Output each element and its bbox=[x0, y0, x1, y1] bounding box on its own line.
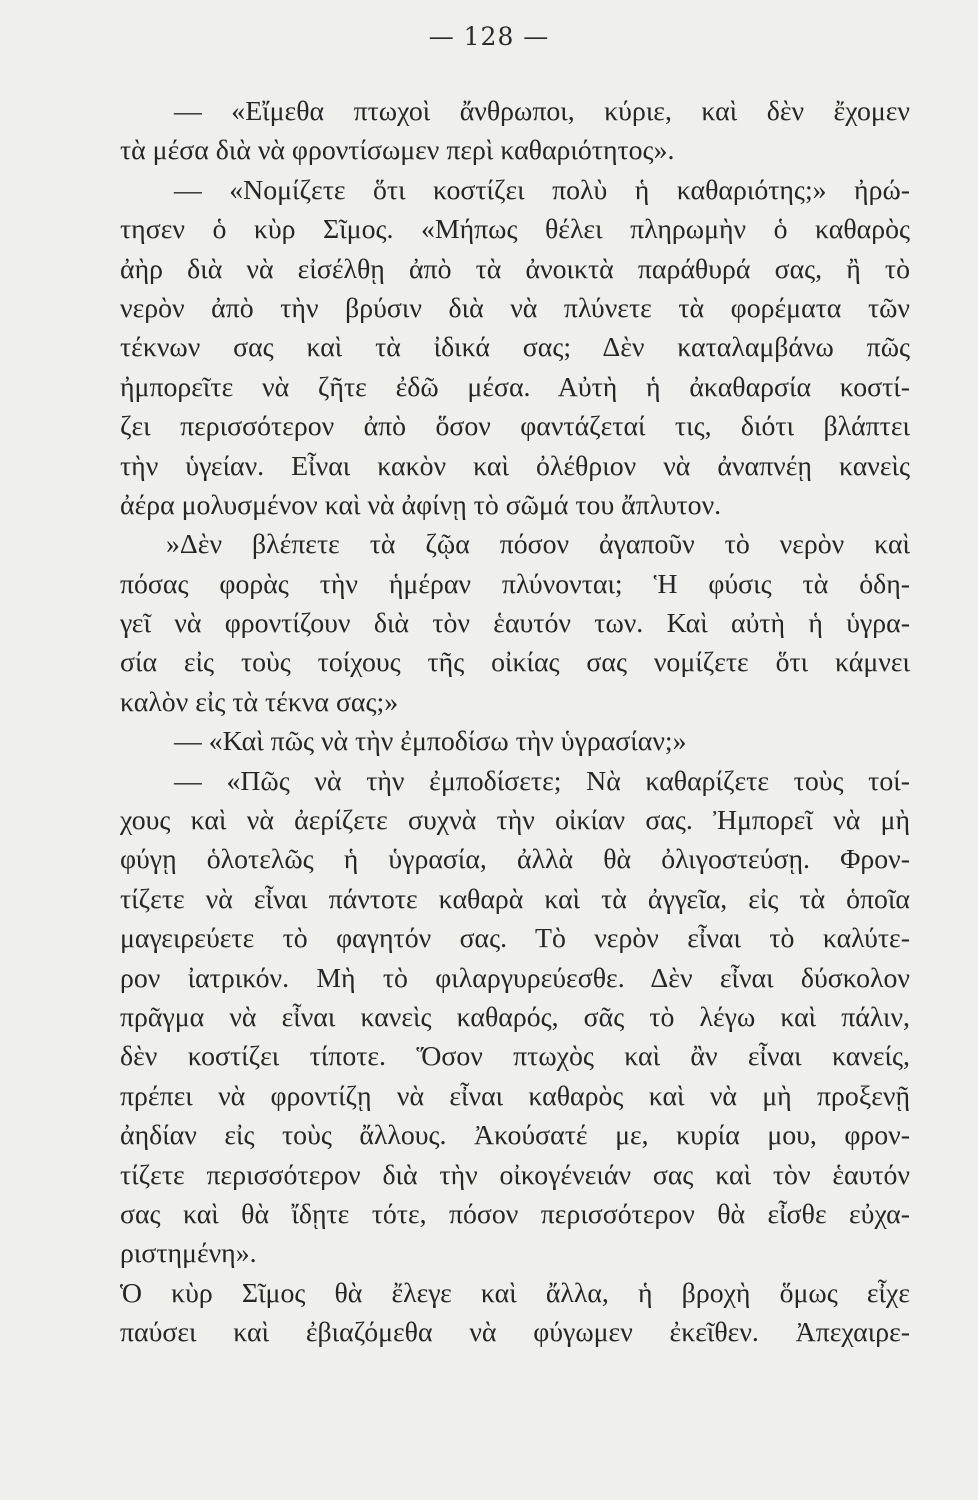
text-line: τησεν ὁ κὺρ Σῖμος. «Μήπως θέλει πληρωμὴν ὁ καθαρὸς bbox=[120, 214, 910, 246]
text-line: παύσει καὶ ἐβιαζόμεθα νὰ φύγωμεν ἐκεῖθεν. Ἀπεχαιρε- bbox=[120, 1317, 910, 1349]
text-line: ρον ἰατρικόν. Μὴ τὸ φιλαργυρεύεσθε. Δὲν εἶναι δύσκολον bbox=[120, 962, 910, 994]
text-line: ριστημένη». bbox=[120, 1238, 257, 1270]
text-line: — «Καὶ πῶς νὰ τὴν ἐμποδίσω τὴν ὑγρασίαν;» bbox=[174, 726, 687, 758]
text-line: ζει περισσότερον ἀπὸ ὅσον φαντάζεταί τις, διότι βλάπτει bbox=[120, 411, 910, 443]
text-line: σας καὶ θὰ ἴδῃτε τότε, πόσον περισσότερον θὰ εἶσθε εὐχα- bbox=[120, 1198, 910, 1230]
text-line: πρέπει νὰ φροντίζῃ νὰ εἶναι καθαρὸς καὶ νὰ μὴ προξενῇ bbox=[120, 1080, 910, 1112]
text-line: τίζετε περισσότερον διὰ τὴν οἰκογένειάν σας καὶ τὸν ἑαυτόν bbox=[120, 1159, 910, 1191]
text-line: — «Νομίζετε ὅτι κοστίζει πολὺ ἡ καθαριότης;» ἠρώ- bbox=[174, 174, 910, 206]
text-line: σία εἰς τοὺς τοίχους τῆς οἰκίας σας νομίζετε ὅτι κάμνει bbox=[120, 647, 910, 679]
text-line: δὲν κοστίζει τίποτε. Ὅσον πτωχὸς καὶ ἂν εἶναι κανείς, bbox=[120, 1041, 910, 1073]
text-line: ἀέρα μολυσμένον καὶ νὰ ἀφίνῃ τὸ σῶμά του ἄπλυτον. bbox=[120, 489, 722, 521]
text-line: τὴν ὑγείαν. Εἶναι κακὸν καὶ ὀλέθριον νὰ ἀναπνέῃ κανεὶς bbox=[120, 450, 910, 482]
text-line: τέκνων σας καὶ τὰ ἰδικά σας; Δὲν καταλαμβάνω πῶς bbox=[120, 332, 910, 364]
text-line: — «Πῶς νὰ τὴν ἐμποδίσετε; Νὰ καθαρίζετε τοὺς τοί- bbox=[174, 765, 910, 797]
page-number: — 128 — bbox=[428, 22, 550, 51]
text-line: τίζετε νὰ εἶναι πάντοτε καθαρὰ καὶ τὰ ἀγγεῖα, εἰς τὰ ὁποῖα bbox=[120, 883, 910, 915]
text-line: »Δὲν βλέπετε τὰ ζῷα πόσον ἀγαποῦν τὸ νερὸν καὶ bbox=[166, 529, 910, 561]
text-line: ἠμπορεῖτε νὰ ζῆτε ἐδῶ μέσα. Αὐτὴ ἡ ἀκαθαρσία κοστί- bbox=[120, 371, 910, 403]
text-line: φύγῃ ὁλοτελῶς ἡ ὑγρασία, ἀλλὰ θὰ ὀλιγοστεύσῃ. Φρον- bbox=[120, 844, 910, 876]
text-line: τὰ μέσα διὰ νὰ φροντίσωμεν περὶ καθαριότητος». bbox=[120, 135, 675, 167]
text-line: Ὁ κὺρ Σῖμος θὰ ἔλεγε καὶ ἄλλα, ἡ βροχὴ ὅμως εἶχε bbox=[120, 1277, 910, 1309]
text-line: χους καὶ νὰ ἀερίζετε συχνὰ τὴν οἰκίαν σας. Ἠμπορεῖ νὰ μὴ bbox=[120, 805, 910, 837]
text-line: πρᾶγμα νὰ εἶναι κανεὶς καθαρός, σᾶς τὸ λέγω καὶ πάλιν, bbox=[120, 1001, 910, 1033]
body-text bbox=[120, 92, 910, 1353]
text-line: ἀὴρ διὰ νὰ εἰσέλθῃ ἀπὸ τὰ ἀνοικτὰ παράθυρά σας, ἢ τὸ bbox=[120, 253, 910, 285]
text-line: μαγειρεύετε τὸ φαγητόν σας. Τὸ νερὸν εἶναι τὸ καλύτε- bbox=[120, 923, 910, 955]
text-line: — «Εἴμεθα πτωχοὶ ἄνθρωποι, κύριε, καὶ δὲν ἔχομεν bbox=[174, 96, 910, 127]
text-line: πόσας φορὰς τὴν ἡμέραν πλύνονται; Ἡ φύσις τὰ ὁδη- bbox=[120, 568, 910, 600]
text-line: καλὸν εἰς τὰ τέκνα σας;» bbox=[120, 686, 399, 718]
text-line: γεῖ νὰ φροντίζουν διὰ τὸν ἑαυτόν των. Καὶ αὐτὴ ἡ ὑγρα- bbox=[120, 608, 910, 640]
text-line: νερὸν ἀπὸ τὴν βρύσιν διὰ νὰ πλύνετε τὰ φορέματα τῶν bbox=[120, 292, 910, 324]
text-line: ἀηδίαν εἰς τοὺς ἄλλους. Ἀκούσατέ με, κυρία μου, φρον- bbox=[120, 1120, 910, 1152]
